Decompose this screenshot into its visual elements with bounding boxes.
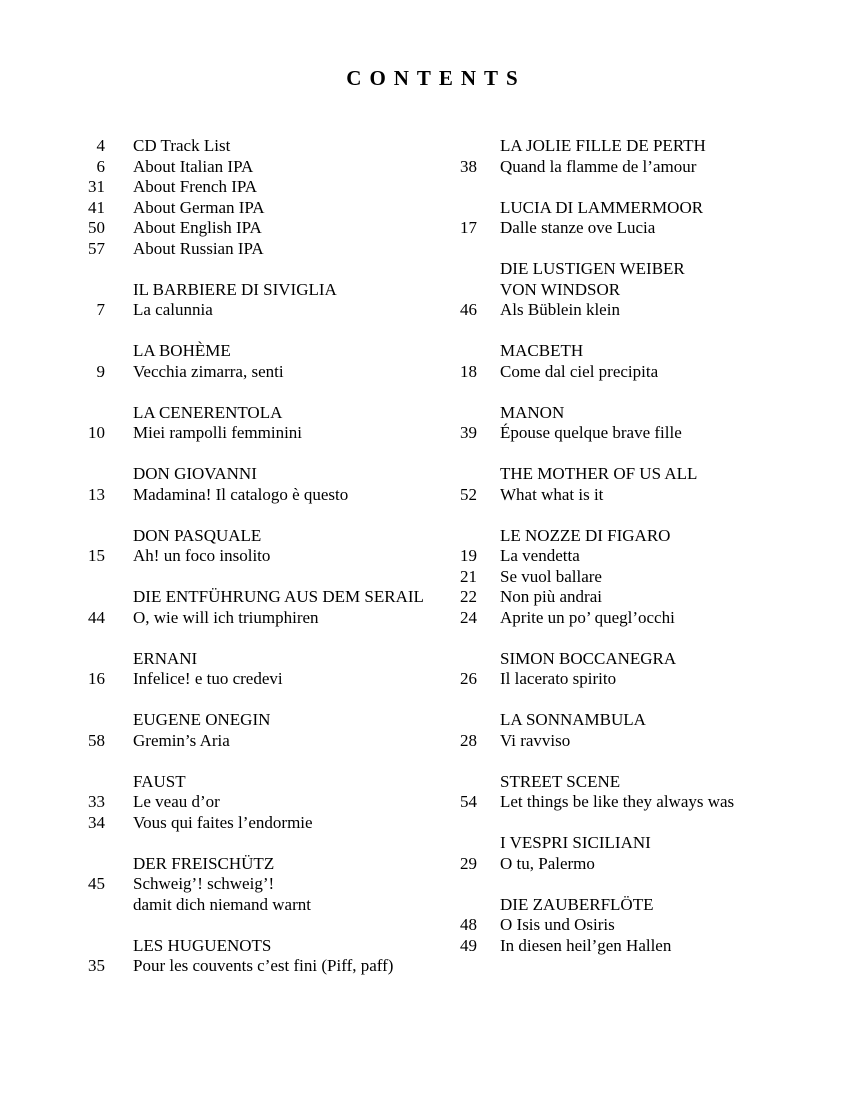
page-number: 28 xyxy=(460,730,477,750)
toc-entry xyxy=(40,813,444,834)
page-number xyxy=(40,587,105,608)
aria-title: Let things be like they always was xyxy=(500,792,735,811)
page-number: 58 xyxy=(88,730,105,750)
page-number: 7 xyxy=(96,300,105,319)
toc-section xyxy=(40,403,444,444)
page-number: 33 xyxy=(88,792,105,811)
toc-section xyxy=(40,464,444,505)
section-header-row xyxy=(412,136,852,157)
aria-title: Schweig’! schweig’! xyxy=(133,874,275,893)
page-number xyxy=(412,710,477,731)
opera-title: LA CENERENTOLA xyxy=(133,402,283,422)
section-header-row xyxy=(40,710,444,731)
aria-title: About English IPA xyxy=(133,218,262,237)
aria-title: O Isis und Osiris xyxy=(500,915,615,934)
section-header-row xyxy=(412,403,852,424)
toc-entry xyxy=(40,485,444,506)
section-header-row xyxy=(412,198,852,219)
toc-entry xyxy=(412,567,852,588)
opera-title: STREET SCENE xyxy=(500,771,621,791)
aria-title: Il lacerato spirito xyxy=(500,669,617,688)
aria-title-continuation: damit dich niemand warnt xyxy=(133,894,311,914)
toc-section xyxy=(40,587,444,628)
aria-title: What what is it xyxy=(500,484,604,504)
aria-title: Come dal ciel precipita xyxy=(500,361,659,381)
toc-entry xyxy=(40,874,444,895)
toc-entry xyxy=(40,362,444,383)
page-number xyxy=(40,936,105,957)
page-number: 44 xyxy=(88,607,105,627)
toc-entry xyxy=(412,587,852,608)
opera-title: DER FREISCHÜTZ xyxy=(133,853,275,873)
section-header-row xyxy=(40,854,444,875)
aria-title: Quand la flamme de l’amour xyxy=(500,156,697,176)
opera-title: DON PASQUALE xyxy=(133,525,262,545)
toc-entry xyxy=(412,608,852,629)
aria-title: La calunnia xyxy=(133,300,213,319)
page-number: 39 xyxy=(460,423,477,442)
toc-entry xyxy=(412,423,852,444)
opera-title: LA JOLIE FILLE DE PERTH xyxy=(500,136,706,155)
section-header-row xyxy=(412,464,852,485)
toc-section xyxy=(40,772,444,834)
page-number: 24 xyxy=(460,607,477,627)
page-number: 6 xyxy=(96,156,105,176)
page-number: 31 xyxy=(88,177,105,196)
toc-entry xyxy=(412,157,852,178)
opera-title: LA SONNAMBULA xyxy=(500,710,646,729)
opera-title: MANON xyxy=(500,402,565,422)
opera-title: DIE ENTFÜHRUNG AUS DEM SERAIL xyxy=(133,587,424,606)
section-header-row xyxy=(412,895,852,916)
page-number: 49 xyxy=(460,935,477,955)
page-number xyxy=(40,772,105,793)
page-number: 10 xyxy=(88,423,105,442)
opera-title: LE NOZZE DI FIGARO xyxy=(500,525,671,545)
toc-section xyxy=(40,936,444,977)
toc-section xyxy=(40,280,444,321)
section-header-row xyxy=(40,403,444,424)
toc-entry xyxy=(40,546,444,567)
aria-title: O tu, Palermo xyxy=(500,853,595,873)
opera-title: I VESPRI SICILIANI xyxy=(500,833,651,852)
page-title: CONTENTS xyxy=(346,66,526,90)
aria-title: Dalle stanze ove Lucia xyxy=(500,218,656,237)
section-header-row xyxy=(40,649,444,670)
section-header-row xyxy=(412,710,852,731)
toc-entry xyxy=(40,136,444,157)
opera-title: LA BOHÈME xyxy=(133,341,231,360)
page-number: 13 xyxy=(88,484,105,504)
toc-entry xyxy=(412,792,852,813)
aria-title: In diesen heil’gen Hallen xyxy=(500,935,672,955)
page-number xyxy=(412,259,477,280)
page-number xyxy=(40,526,105,547)
page-number: 29 xyxy=(460,853,477,873)
toc-section xyxy=(412,772,852,813)
opera-title: EUGENE ONEGIN xyxy=(133,710,271,729)
opera-title: VON WINDSOR xyxy=(500,279,621,299)
page-number: 26 xyxy=(460,669,477,688)
toc-entry xyxy=(40,218,444,239)
toc-entry xyxy=(40,239,444,260)
opera-title: FAUST xyxy=(133,771,186,791)
toc-entry xyxy=(412,915,852,936)
aria-title: CD Track List xyxy=(133,136,231,155)
page-number: 46 xyxy=(460,300,477,319)
toc-entry xyxy=(40,792,444,813)
toc-entry xyxy=(412,854,852,875)
section-header-row xyxy=(412,341,852,362)
page-number: 9 xyxy=(96,361,105,381)
page-number: 35 xyxy=(88,956,105,975)
page-number xyxy=(40,280,105,301)
toc-entry xyxy=(412,546,852,567)
aria-title: Gremin’s Aria xyxy=(133,730,230,750)
page-number: 57 xyxy=(88,238,105,258)
page-number: 41 xyxy=(88,197,105,217)
page-number: 54 xyxy=(460,792,477,811)
toc-entry xyxy=(412,936,852,957)
toc-section xyxy=(412,649,852,690)
aria-title: Vecchia zimarra, senti xyxy=(133,361,284,381)
page-number: 21 xyxy=(460,566,477,586)
section-header-row xyxy=(412,526,852,547)
toc-section xyxy=(412,403,852,444)
aria-title: Miei rampolli femminini xyxy=(133,423,303,442)
toc-entry xyxy=(412,669,852,690)
opera-title: DON GIOVANNI xyxy=(133,464,257,483)
section-header-row xyxy=(412,259,852,280)
opera-title: SIMON BOCCANEGRA xyxy=(500,648,677,668)
page-number xyxy=(40,403,105,424)
page-number: 50 xyxy=(88,218,105,237)
toc-column-left xyxy=(40,136,444,997)
section-header-row xyxy=(40,526,444,547)
section-header-row xyxy=(40,464,444,485)
toc-entry xyxy=(40,608,444,629)
toc-entry xyxy=(40,731,444,752)
toc-section xyxy=(40,526,444,567)
toc-entry xyxy=(40,956,444,977)
page-number xyxy=(40,854,105,875)
page-number: 48 xyxy=(460,915,477,934)
aria-title: Vous qui faites l’endormie xyxy=(133,812,313,832)
opera-title: DIE ZAUBERFLÖTE xyxy=(500,894,654,914)
page-number: 52 xyxy=(460,484,477,504)
toc-entry xyxy=(412,218,852,239)
toc-section xyxy=(40,710,444,751)
page-number: 16 xyxy=(88,669,105,688)
page-number xyxy=(412,464,477,485)
toc-entry xyxy=(412,485,852,506)
aria-title: O, wie will ich triumphiren xyxy=(133,607,319,627)
toc-section xyxy=(412,198,852,239)
section-header-row xyxy=(40,936,444,957)
page-number: 15 xyxy=(88,546,105,565)
toc-section xyxy=(412,259,852,321)
opera-title: IL BARBIERE DI SIVIGLIA xyxy=(133,279,337,299)
section-header-row xyxy=(40,280,444,301)
section-header-row xyxy=(40,587,444,608)
toc-section xyxy=(412,464,852,505)
toc-section xyxy=(412,833,852,874)
toc-section xyxy=(412,136,852,177)
toc-section xyxy=(412,526,852,629)
aria-title: Infelice! e tuo credevi xyxy=(133,669,283,688)
toc-section xyxy=(412,710,852,751)
page-number: 34 xyxy=(88,812,105,832)
page-number xyxy=(412,341,477,362)
toc-entry xyxy=(40,300,444,321)
opera-title: LES HUGUENOTS xyxy=(133,935,272,955)
toc-entry xyxy=(412,362,852,383)
aria-title: Se vuol ballare xyxy=(500,566,602,586)
page-number xyxy=(412,772,477,793)
toc-entry xyxy=(40,177,444,198)
page-number: 18 xyxy=(460,361,477,381)
page-number xyxy=(40,649,105,670)
opera-title: ERNANI xyxy=(133,648,198,668)
page-number xyxy=(412,136,477,157)
page-number xyxy=(40,710,105,731)
aria-title: About Italian IPA xyxy=(133,156,254,176)
section-header-row xyxy=(412,772,852,793)
aria-title: About Russian IPA xyxy=(133,238,264,258)
opera-title: LUCIA DI LAMMERMOOR xyxy=(500,197,704,217)
page-number xyxy=(412,833,477,854)
aria-title: Madamina! Il catalogo è questo xyxy=(133,484,349,504)
toc-column-right xyxy=(412,136,852,977)
page-number xyxy=(412,526,477,547)
toc-entry xyxy=(40,669,444,690)
aria-title: Vi ravviso xyxy=(500,730,571,750)
page-number: 17 xyxy=(460,218,477,237)
aria-title: About German IPA xyxy=(133,197,265,217)
aria-title: Ah! un foco insolito xyxy=(133,546,271,565)
page-number xyxy=(412,280,477,301)
toc-section xyxy=(40,341,444,382)
toc-section xyxy=(412,341,852,382)
toc-section xyxy=(40,854,444,916)
toc-entry xyxy=(40,157,444,178)
toc-entry xyxy=(412,300,852,321)
page-number xyxy=(412,403,477,424)
section-header-row xyxy=(412,280,852,301)
opera-title: THE MOTHER OF US ALL xyxy=(500,464,698,483)
aria-title: Non più andrai xyxy=(500,587,602,606)
page-number: 22 xyxy=(460,587,477,606)
aria-title: Le veau d’or xyxy=(133,792,220,811)
opera-title: DIE LUSTIGEN WEIBER xyxy=(500,259,685,278)
toc-entry-continuation xyxy=(40,895,444,916)
section-header-row xyxy=(412,833,852,854)
opera-title: MACBETH xyxy=(500,341,584,360)
page-number xyxy=(40,341,105,362)
aria-title: Pour les couvents c’est fini (Piff, paff) xyxy=(133,956,394,975)
toc-section xyxy=(412,895,852,957)
section-header-row xyxy=(412,649,852,670)
page-number xyxy=(412,895,477,916)
toc-entry xyxy=(40,423,444,444)
section-header-row xyxy=(40,341,444,362)
aria-title: About French IPA xyxy=(133,177,258,196)
aria-title: Aprite un po’ quegl’occhi xyxy=(500,607,675,627)
toc-entry xyxy=(40,198,444,219)
aria-title: Als Büblein klein xyxy=(500,300,620,319)
toc-section xyxy=(40,136,444,259)
page-number: 38 xyxy=(460,156,477,176)
toc-entry xyxy=(412,731,852,752)
page-number xyxy=(412,649,477,670)
page-number: 45 xyxy=(88,874,105,893)
page-number: 19 xyxy=(460,546,477,565)
section-header-row xyxy=(40,772,444,793)
toc-section xyxy=(40,649,444,690)
page-number xyxy=(412,198,477,219)
aria-title: Épouse quelque brave fille xyxy=(500,423,682,442)
aria-title: La vendetta xyxy=(500,546,580,565)
page-number: 4 xyxy=(96,136,105,155)
page-number xyxy=(40,895,105,916)
page-number xyxy=(40,464,105,485)
